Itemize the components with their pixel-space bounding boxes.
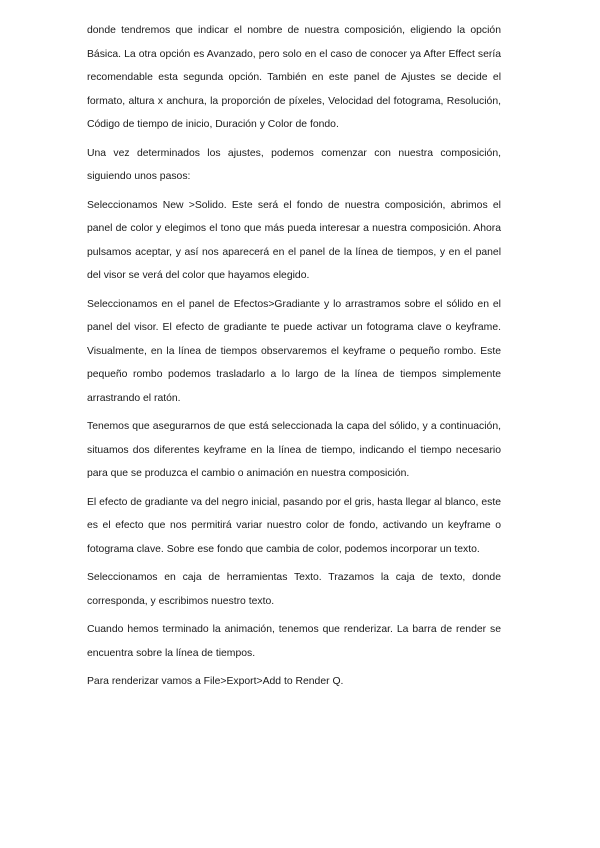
paragraph-new-solid: Seleccionamos New >Solido. Este será el fondo de nuestra composición, abrimos el panel de color y elegimos el tono que más pueda interesar a nuestra composición. Ahora pulsamos aceptar, y así nos aparecerá en el panel de la línea de tiempos, y en el panel del visor se verá del color que hayamos elegido. (87, 199, 501, 281)
paragraph-composition-settings: donde tendremos que indicar el nombre de nuestra composición, eligiendo la opción Básica. La otra opción es Avanzado, pero solo en el caso de conocer ya After Effect sería recomendable esta segunda opción. También en este panel de Ajustes se decide el formato, altura x anchura, la proporción de píxeles, Velocidad del fotograma, Resolución, Código de tiempo de inicio, Duración y Color de fondo. (87, 25, 501, 130)
paragraph-keyframes: Tenemos que asegurarnos de que está seleccionada la capa del sólido, y a continuación, situamos dos diferentes keyframe en la línea de tiempo, indicando el tiempo necesario para que se produzca el cambio o animación en nuestra composición. (87, 421, 501, 479)
paragraph-render: Cuando hemos terminado la animación, tenemos que renderizar. La barra de render se encuentra sobre la línea de tiempos. (87, 624, 501, 659)
paragraph-gradient-effect: Seleccionamos en el panel de Efectos>Gradiante y lo arrastramos sobre el sólido en el panel del visor. El efecto de gradiante te puede activar un fotograma clave o keyframe. Visualmente, en la línea de tiempos observaremos el keyframe o pequeño rombo. Este pequeño rombo podemos trasladarlo a lo largo de la línea de tiempos simplemente arrastrando el ratón. (87, 298, 501, 404)
document-body (87, 19, 501, 699)
paragraph-gradient-colors: El efecto de gradiante va del negro inicial, pasando por el gris, hasta llegar al blanco, este es el efecto que nos permitirá variar nuestro color de fondo, activando un keyframe o fotograma clave. Sobre ese fondo que cambia de color, podemos incorporar un texto. (87, 496, 501, 555)
paragraph-text-tool: Seleccionamos en caja de herramientas Texto. Trazamos la caja de texto, donde corresponda, y escribimos nuestro texto. (87, 572, 501, 607)
paragraph-steps-intro: Una vez determinados los ajustes, podemos comenzar con nuestra composición, siguiendo unos pasos: (87, 147, 501, 182)
paragraph-export: Para renderizar vamos a File>Export>Add to Render Q. (87, 676, 344, 687)
